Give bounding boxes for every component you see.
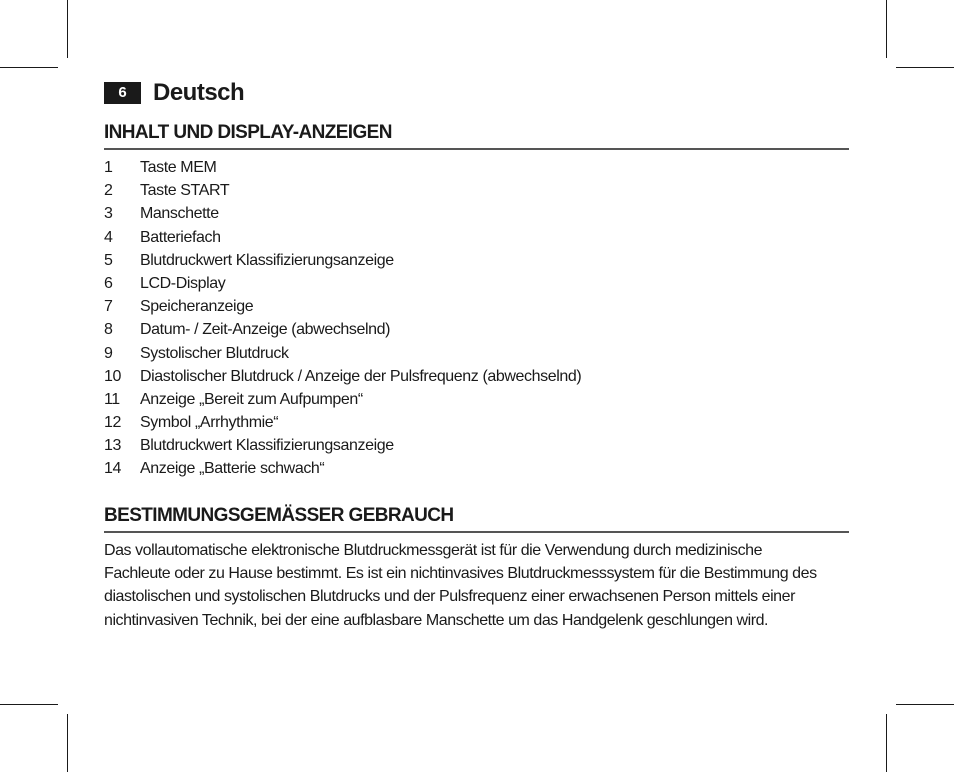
item-number: 10 (104, 367, 121, 385)
list-item (104, 156, 581, 179)
item-number: 5 (104, 251, 113, 269)
item-number: 2 (104, 182, 113, 200)
paragraph-line: Fachleute oder zu Hause bestimmt. Es ist ein nichtinvasives Blutdruckmesssystem für die Bestimmung des (104, 565, 817, 583)
list-item (104, 179, 581, 202)
page-number-badge: 6 (104, 82, 141, 104)
contents-heading: INHALT UND DISPLAY-ANZEIGEN (104, 122, 849, 150)
paragraph-line: diastolischen und systolischen Blutdrucks und der Pulsfrequenz einer erwachsenen Person mittels einer (104, 588, 795, 606)
crop-mark-top-right-vertical (886, 0, 887, 58)
crop-mark-bottom-left-vertical (67, 714, 68, 772)
list-item (104, 365, 581, 388)
list-item (104, 226, 581, 249)
crop-mark-bottom-right-horizontal (896, 704, 954, 705)
item-number: 4 (104, 228, 113, 246)
item-label: Blutdruckwert Klassifizierungsanzeige (140, 437, 394, 455)
paragraph-line: nichtinvasiven Technik, bei der eine aufblasbare Manschette um das Handgelenk geschlungen wird. (104, 611, 769, 629)
list-item (104, 272, 581, 295)
item-label: Batteriefach (140, 228, 221, 246)
item-number: 7 (104, 298, 113, 316)
item-number: 12 (104, 414, 121, 432)
item-label: Datum- / Zeit-Anzeige (abwechselnd) (140, 321, 391, 339)
item-label: Blutdruckwert Klassifizierungsanzeige (140, 251, 394, 269)
parts-list (104, 156, 581, 481)
list-item (104, 202, 581, 225)
usage-paragraph (104, 539, 856, 632)
item-label: Diastolischer Blutdruck / Anzeige der Pulsfrequenz (abwechselnd) (140, 367, 582, 385)
list-item (104, 295, 581, 318)
item-label: Symbol „Arrhythmie“ (140, 414, 279, 432)
item-number: 11 (104, 390, 120, 408)
list-item (104, 457, 581, 480)
usage-heading: BESTIMMUNGSGEMÄSSER GEBRAUCH (104, 505, 849, 533)
item-label: LCD-Display (140, 274, 226, 292)
item-number: 9 (104, 344, 113, 362)
item-number: 13 (104, 437, 121, 455)
language-title: Deutsch (153, 79, 245, 106)
item-number: 6 (104, 274, 113, 292)
crop-mark-bottom-left-horizontal (0, 704, 58, 705)
crop-mark-top-left-vertical (67, 0, 68, 58)
item-number: 3 (104, 205, 113, 223)
item-number: 14 (104, 460, 121, 478)
list-item (104, 411, 581, 434)
list-item (104, 388, 581, 411)
item-label: Systolischer Blutdruck (140, 344, 289, 362)
item-number: 8 (104, 321, 113, 339)
item-label: Speicheranzeige (140, 298, 254, 316)
item-label: Taste MEM (140, 159, 217, 176)
list-item (104, 434, 581, 457)
list-item (104, 318, 581, 341)
item-label: Manschette (140, 205, 219, 223)
item-label: Anzeige „Batterie schwach“ (140, 460, 325, 478)
list-item (104, 249, 581, 272)
item-number: 1 (104, 159, 113, 176)
crop-mark-top-right-horizontal (896, 67, 954, 68)
list-item (104, 342, 581, 365)
page-header (104, 78, 244, 108)
crop-mark-top-left-horizontal (0, 67, 58, 68)
item-label: Taste START (140, 182, 230, 200)
item-label: Anzeige „Bereit zum Aufpumpen“ (140, 390, 363, 408)
crop-mark-bottom-right-vertical (886, 714, 887, 772)
paragraph-line: Das vollautomatische elektronische Blutdruckmessgerät ist für die Verwendung durch medizinische (104, 542, 763, 559)
